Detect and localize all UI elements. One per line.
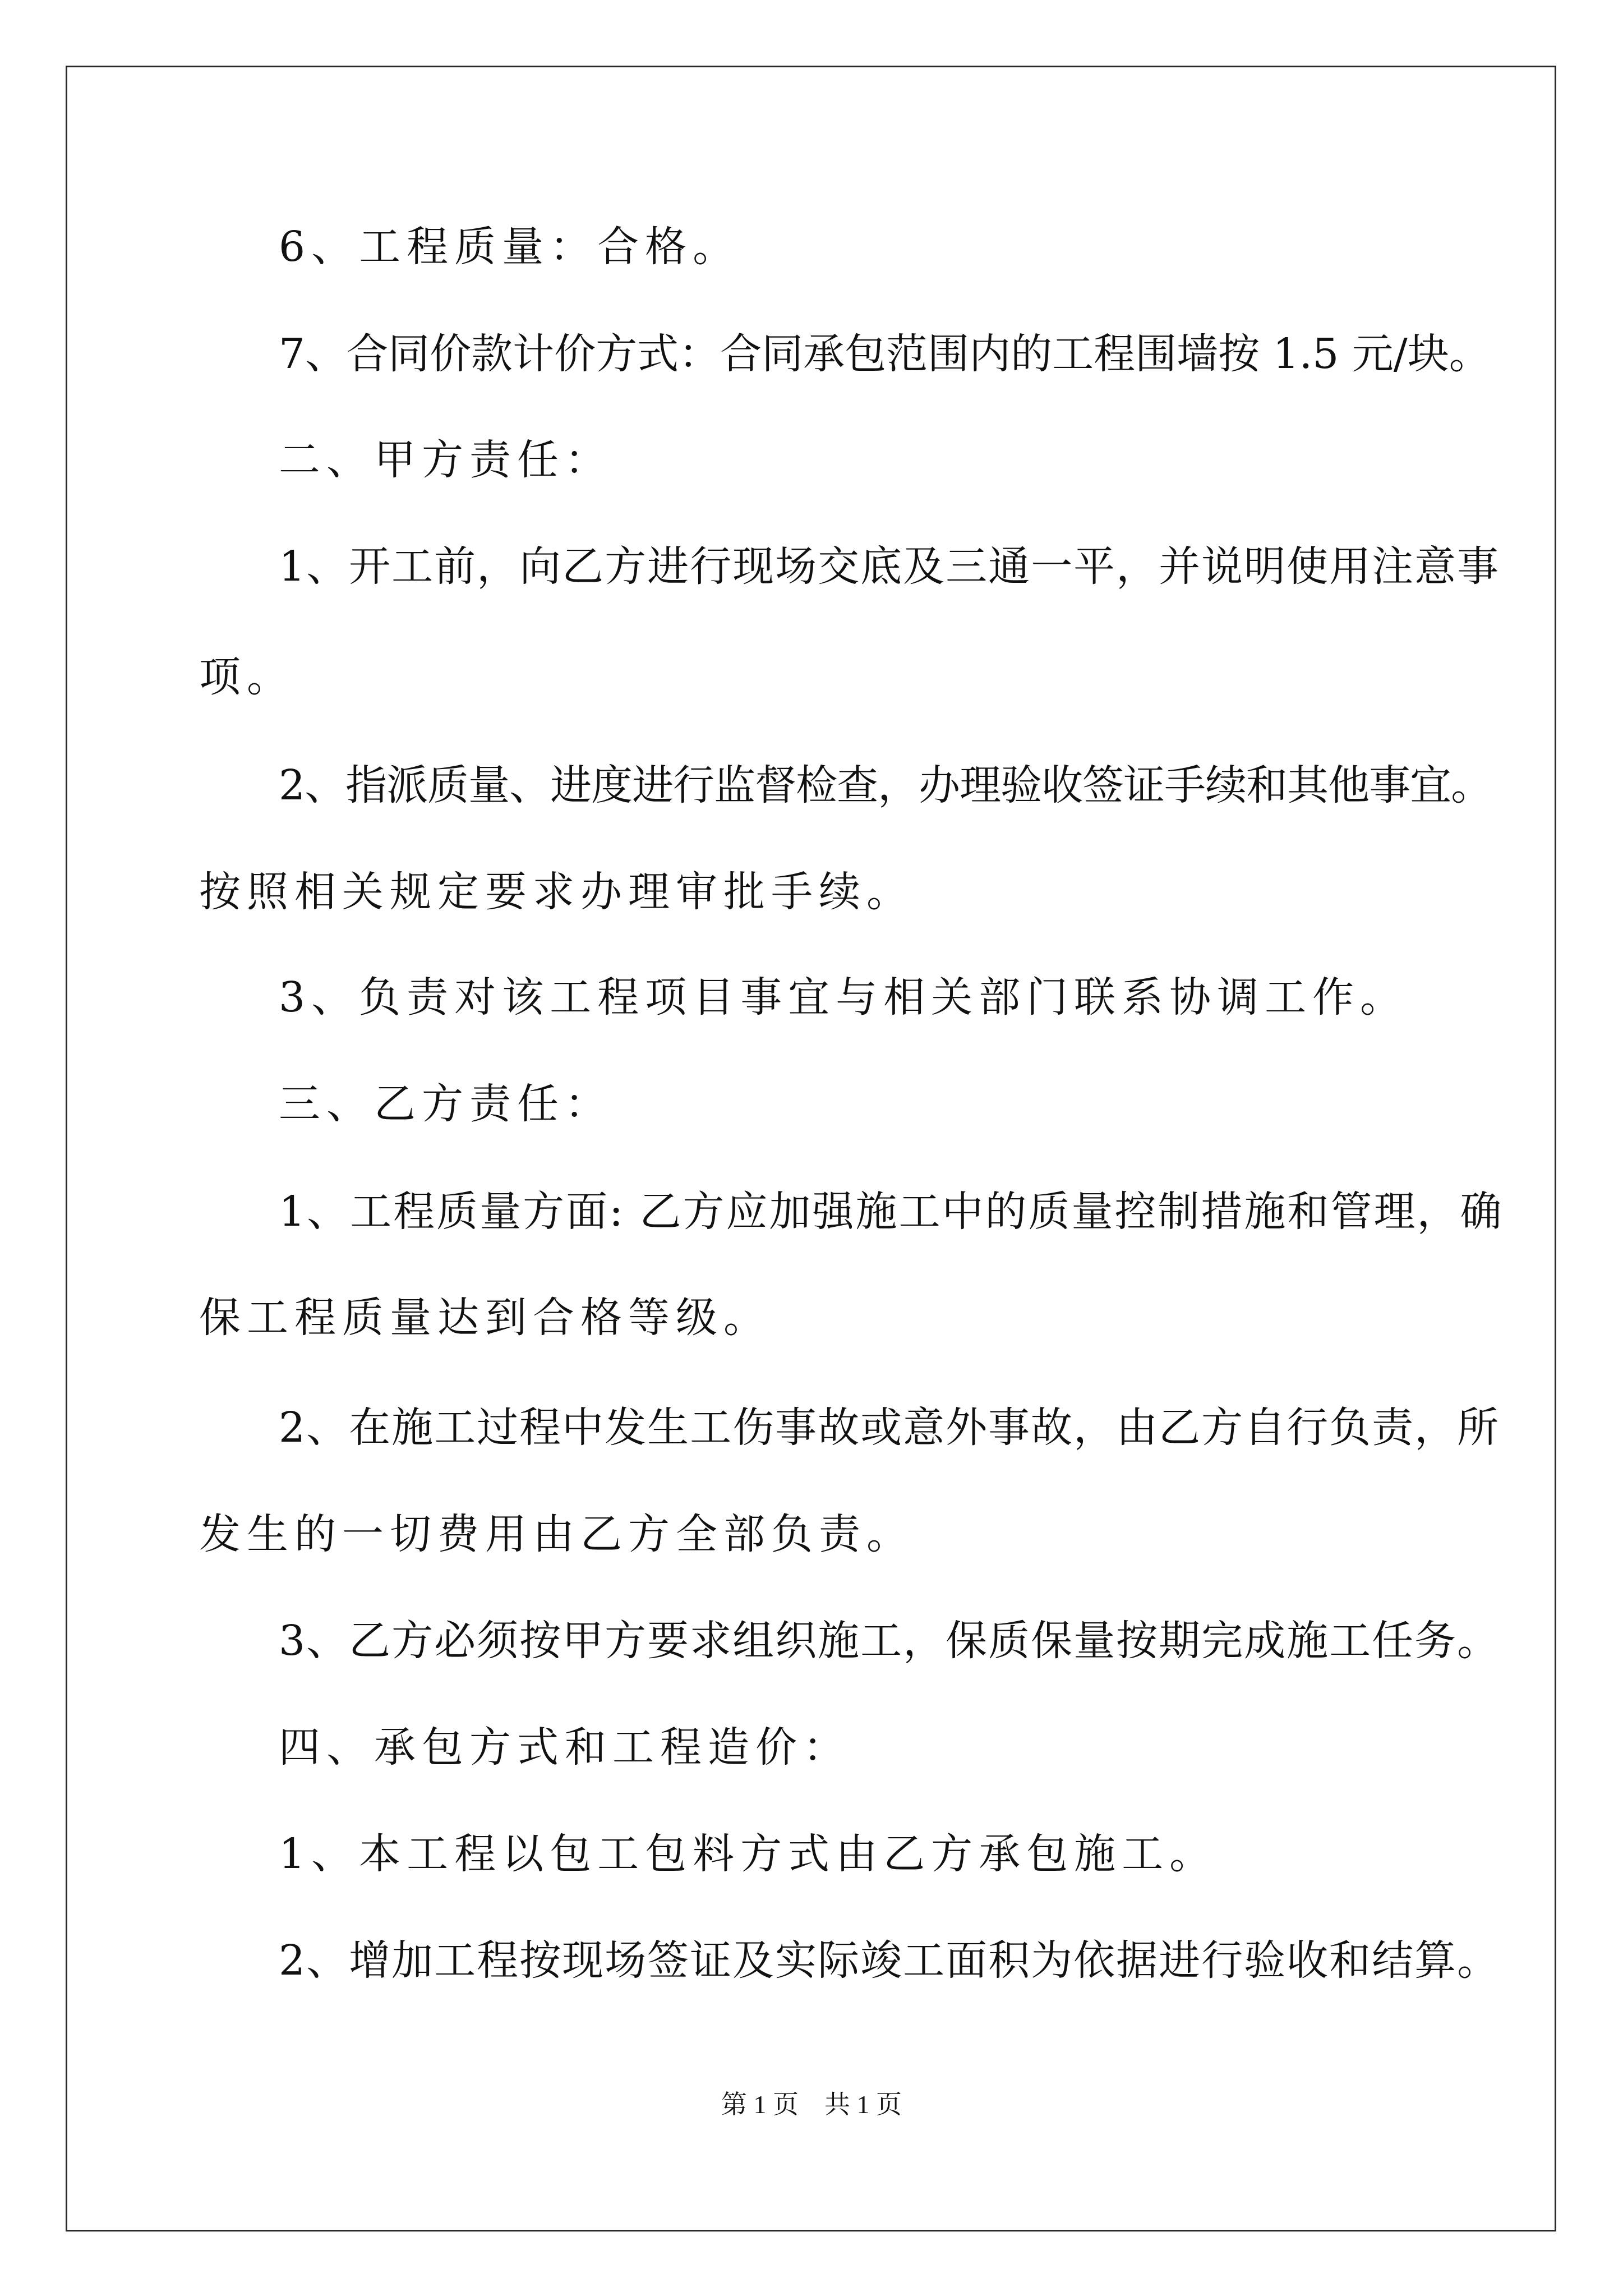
section-2-item-2-line-2: 按照相关规定要求办理审批手续。 (199, 868, 914, 916)
section-2-heading: 二、甲方责任： (279, 436, 612, 484)
section-3-item-1-line-2: 保工程质量达到合格等级。 (199, 1294, 771, 1342)
clause-7-pricing: 7、合同价款计价方式：合同承包范围内的工程围墙按 1.5 元/块。 (279, 330, 1491, 378)
section-4-item-2: 2、增加工程按现场签证及实际竣工面积为依据进行验收和结算。 (279, 1936, 1500, 1985)
section-3-item-1-line-1: 1、工程质量方面: 乙方应加强施工中的质量控制措施和管理，确 (279, 1188, 1504, 1236)
page-number-footer: 第 1 页 共 1 页 (721, 2090, 902, 2119)
section-3-item-2-line-2: 发生的一切费用由乙方全部负责。 (199, 1510, 914, 1558)
section-2-item-1-line-2: 项。 (199, 653, 294, 701)
section-3-heading: 三、乙方责任： (279, 1080, 612, 1128)
section-2-item-2-line-1: 2、指派质量、进度进行监督检查，办理验收签证手续和其他事宜。 (279, 761, 1492, 809)
section-2-item-1-line-1: 1、开工前，向乙方进行现场交底及三通一平，并说明使用注意事 (279, 542, 1500, 591)
section-4-item-1: 1、本工程以包工包料方式由乙方承包施工。 (279, 1830, 1218, 1878)
clause-6-quality: 6、工程质量：合格。 (279, 223, 741, 271)
section-2-item-3: 3、负责对该工程项目事宜与相关部门联系协调工作。 (279, 973, 1408, 1022)
page-border (66, 66, 1556, 2231)
section-4-heading: 四、承包方式和工程造价： (279, 1723, 851, 1772)
section-3-item-3: 3、乙方必须按甲方要求组织施工，保质保量按期完成施工任务。 (279, 1617, 1500, 1665)
section-3-item-2-line-1: 2、在施工过程中发生工伤事故或意外事故，由乙方自行负责，所 (279, 1404, 1500, 1452)
